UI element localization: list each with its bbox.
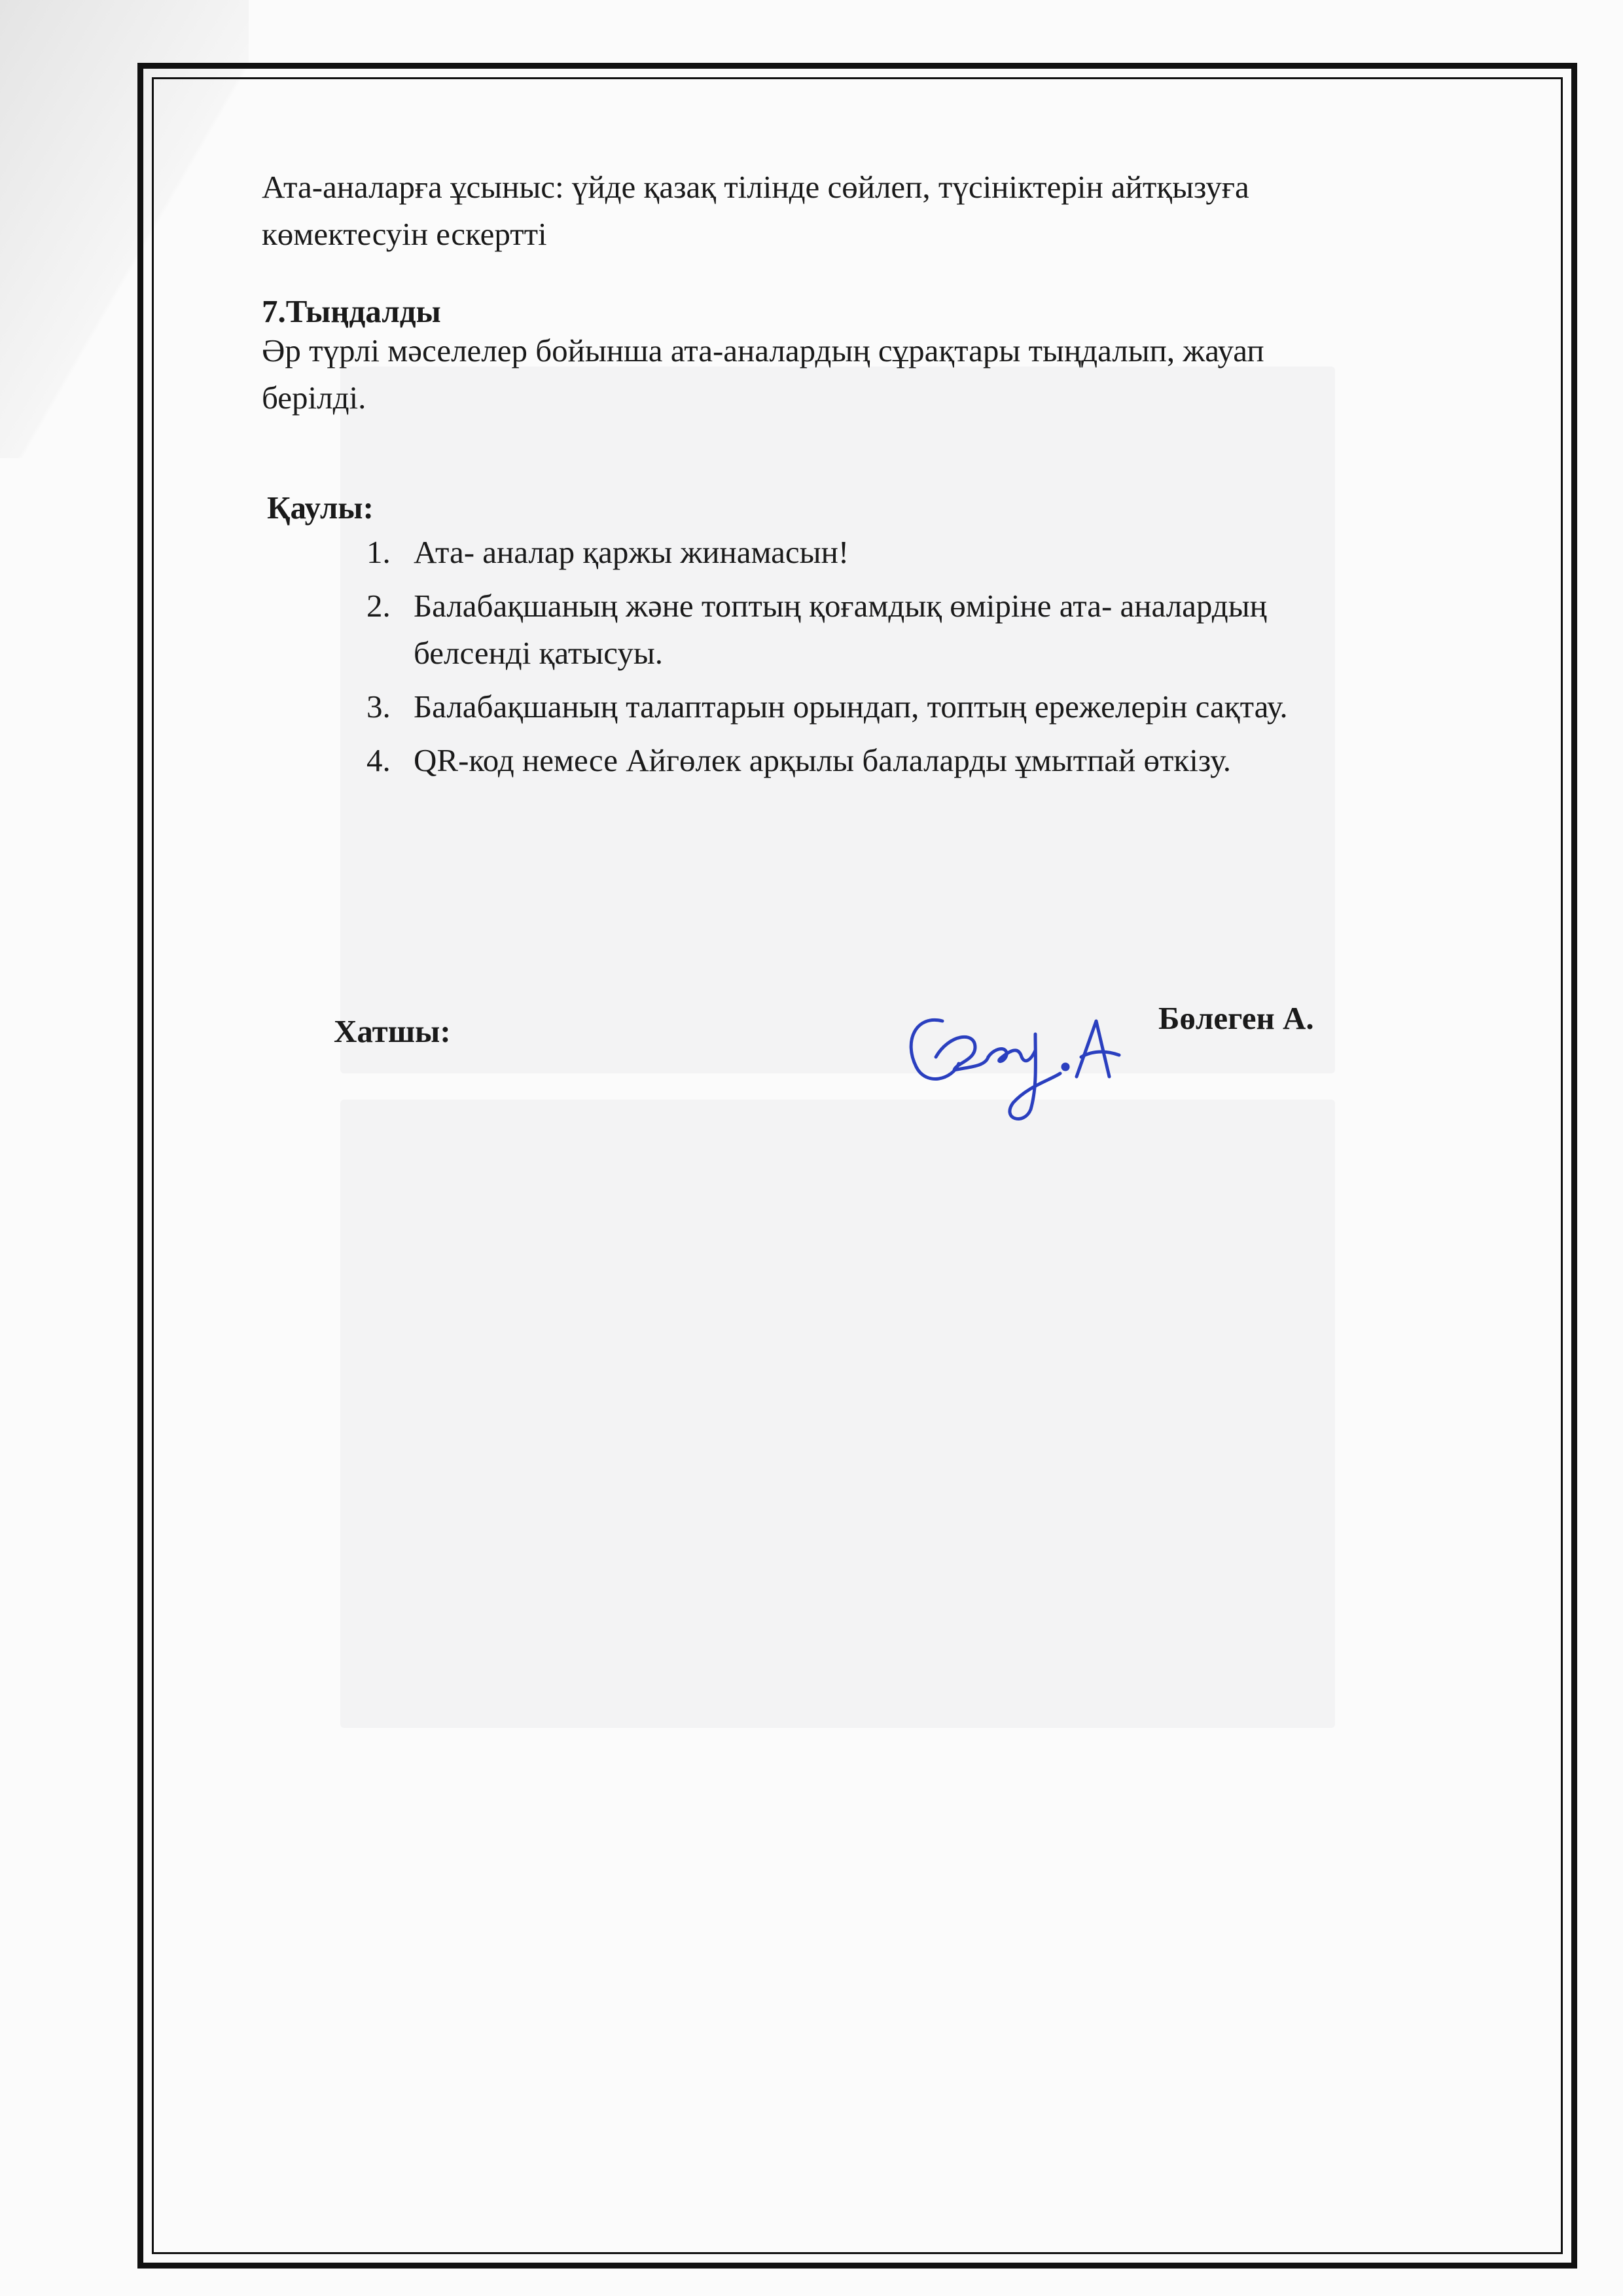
list-item-text: Балабақшаның және топтың қоғамдық өміріне ата- аналардың	[414, 588, 1267, 624]
list-item	[366, 737, 1288, 784]
resolution-heading: Қаулы:	[267, 490, 374, 526]
list-item	[366, 683, 1288, 730]
list-item-number: 2.	[366, 588, 391, 624]
list-item-text: Балабақшаның талаптарын орындап, топтың ережелерін сақтау.	[414, 689, 1288, 725]
list-item-number: 1.	[366, 534, 391, 570]
list-item-text-continued: белсенді қатысуы.	[414, 635, 663, 671]
resolution-list	[366, 529, 1288, 791]
list-item	[366, 583, 1288, 677]
list-item-text: Ата- аналар қаржы жинамасын!	[414, 534, 849, 570]
section-7-heading: 7.Тыңдалды	[262, 293, 441, 329]
secretary-name: Бөлеген А.	[1158, 1000, 1314, 1036]
recommendation-line-2: көмектесуін ескертті	[262, 216, 547, 252]
section-7-line-2: берілді.	[262, 380, 366, 416]
list-item-text: QR-код немесе Айгөлек арқылы балаларды ұмытпай өткізу.	[414, 742, 1232, 778]
recommendation-line-1: Ата-аналарға ұсыныс: үйде қазақ тілінде сөйлеп, түсініктерін айтқызуға	[262, 169, 1249, 205]
list-item-number: 4.	[366, 742, 391, 778]
secretary-label: Хатшы:	[334, 1013, 451, 1049]
list-item	[366, 529, 1288, 576]
handwritten-signature	[897, 995, 1132, 1126]
list-item-number: 3.	[366, 689, 391, 725]
section-7-line-1: Әр түрлі мәселелер бойынша ата-аналардың сұрақтары тыңдалып, жауап	[262, 332, 1264, 368]
